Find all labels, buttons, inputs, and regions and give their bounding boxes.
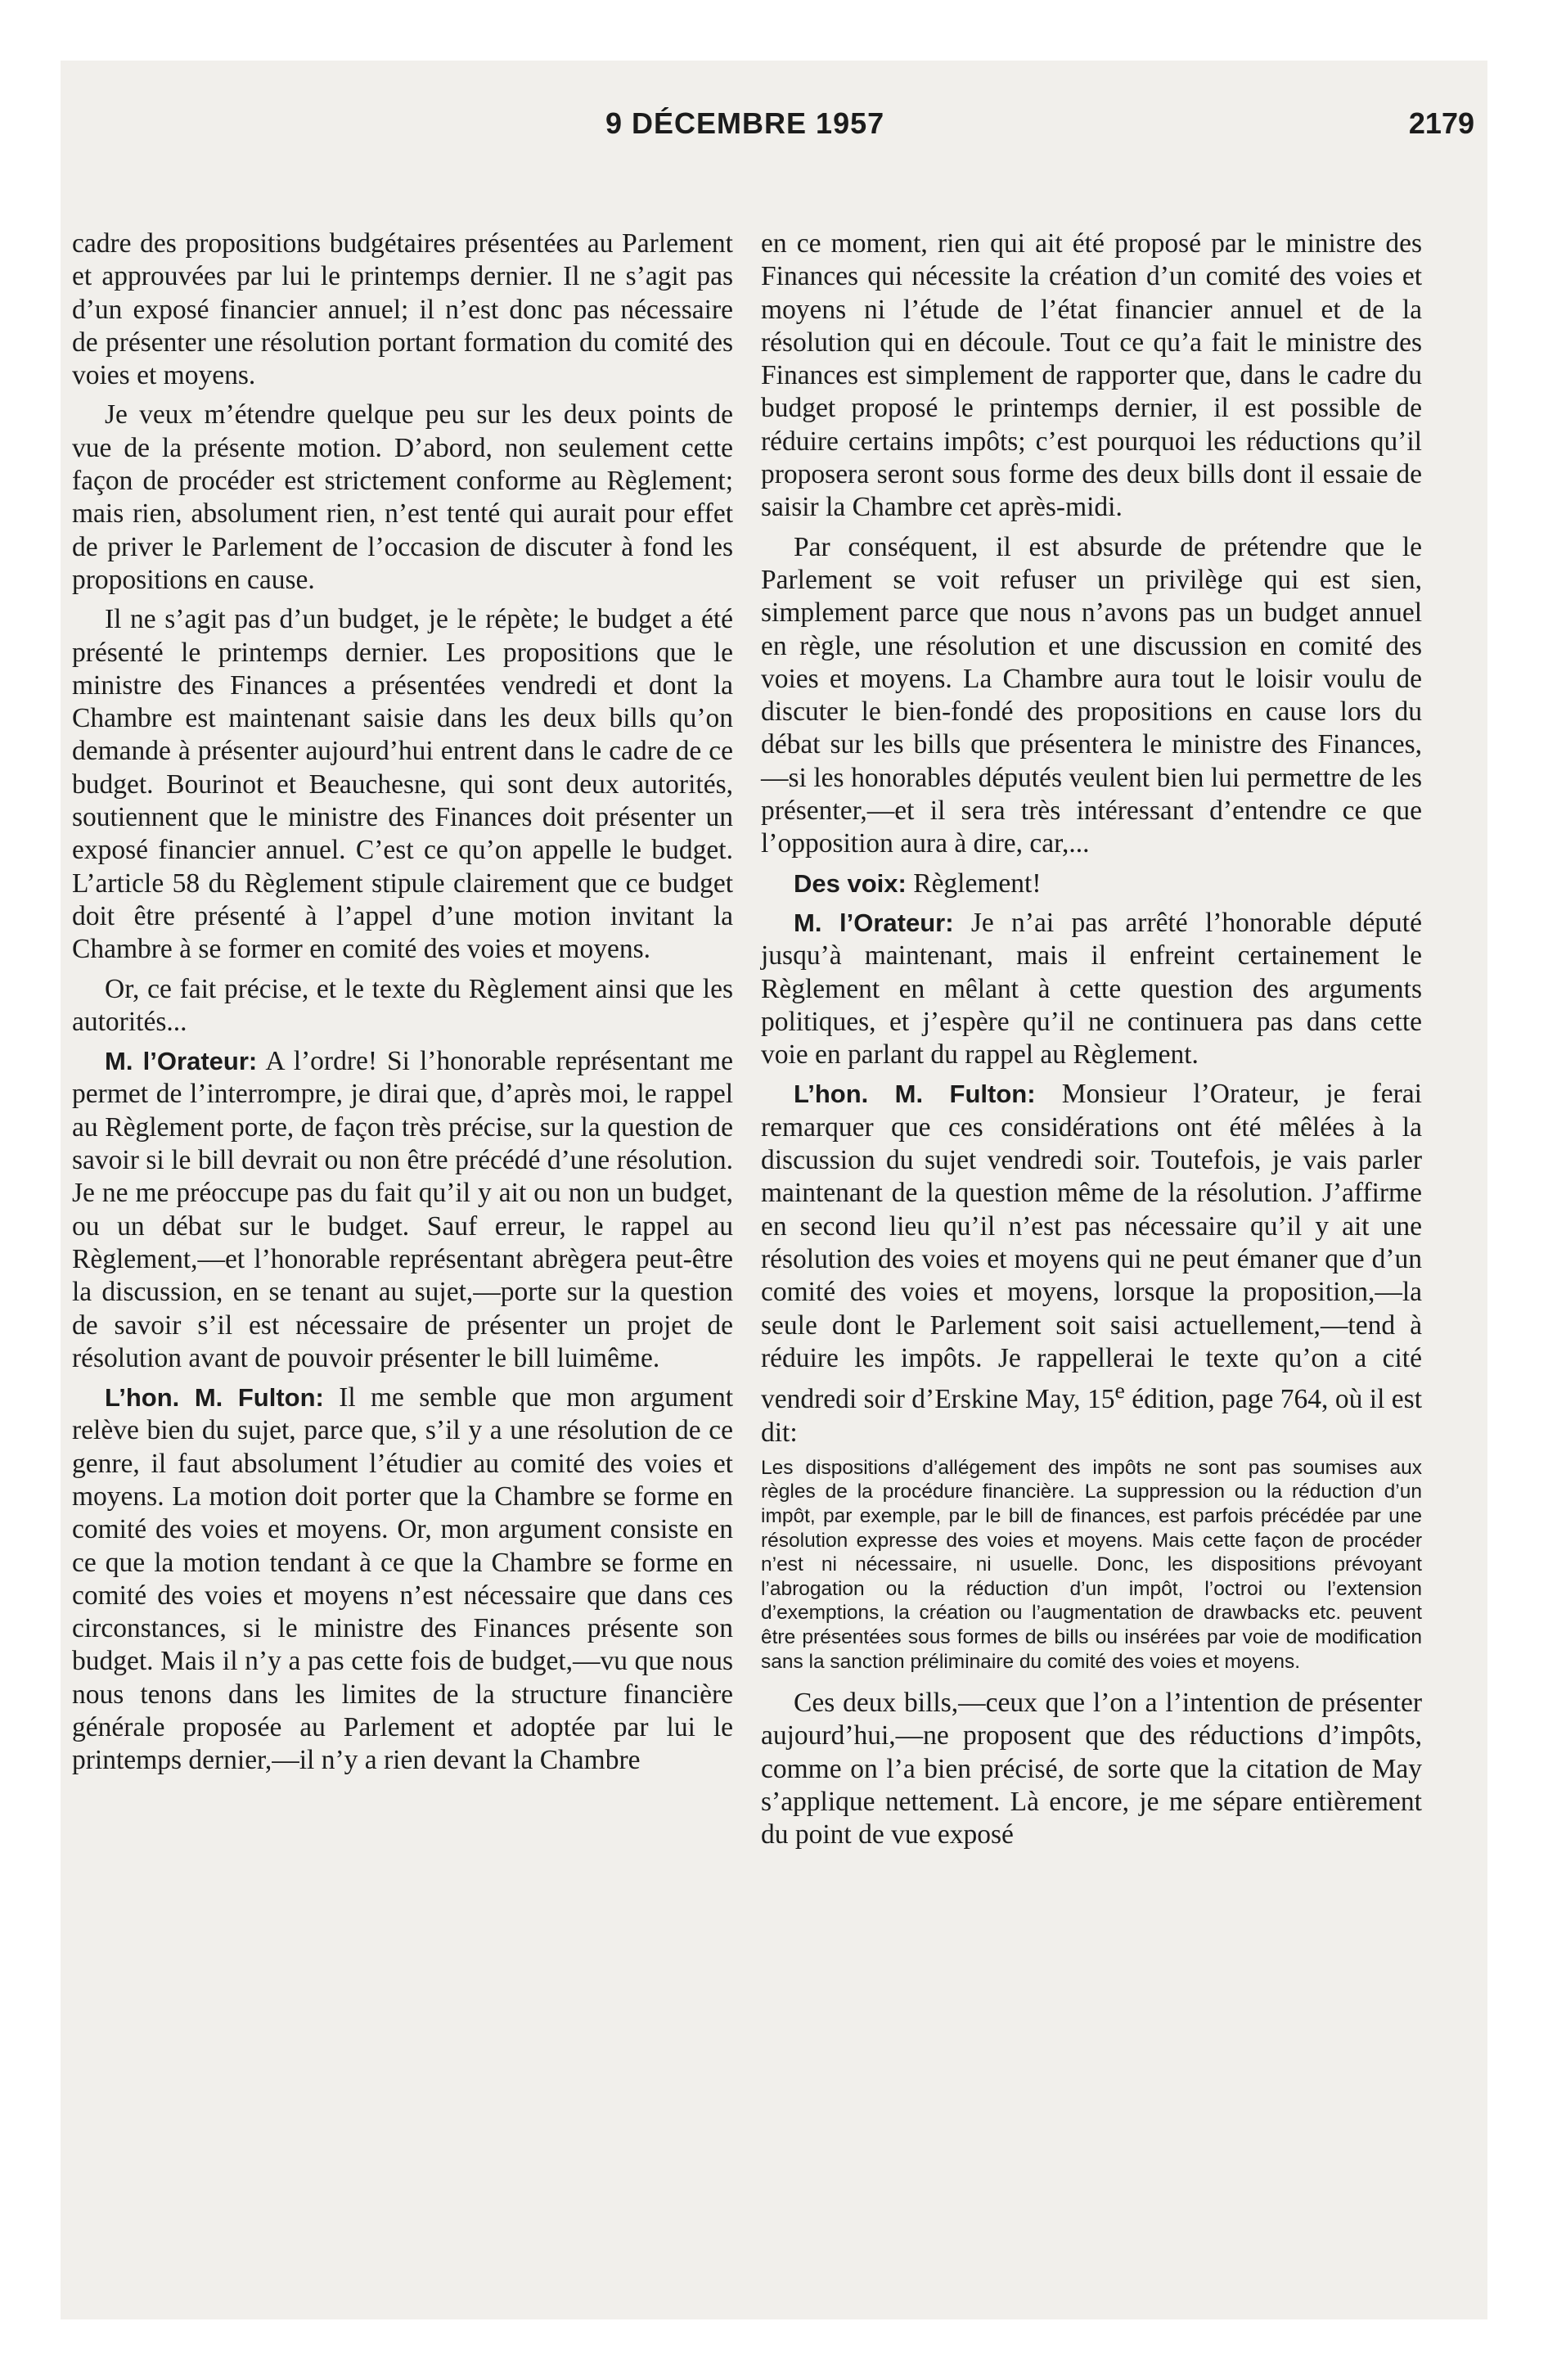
page-number: 2179 — [1408, 106, 1474, 140]
paragraph — [72, 1382, 733, 1778]
speaker-name: M. l’Orateur: — [794, 908, 954, 937]
paragraph: cadre des propositions budgétaires présentées au Parlement et approuvées par lui le printemps dernier. Il ne s’agit pas d’un exposé financier annuel; il n’est donc pas nécessaire de présenter une résolution portant formation du comité des voies et moyens. — [72, 228, 733, 391]
paragraph — [761, 907, 1422, 1071]
speech-text: Je n’ai pas arrêté l’honorable député jusqu’à maintenant, mais il enfreint certainement le Règlement en mêlant à cette question des arguments politiques, et j’espère qu’il ne continuera pas dans cette voie en parlant du rappel au Règlement. — [761, 907, 1422, 1071]
paragraph — [72, 1045, 733, 1375]
speech-text: édition, page 764, où il est dit: — [761, 1384, 1423, 1448]
speech-text: Monsieur l’Orateur, je ferai remarquer que ces considérations ont été mêlées à la discussion du sujet vendredi soir. Toutefois, je vais parler maintenant de la question même de la résolution. J’affirme en second lieu qu’il n’est pas nécessaire qu’il y ait une résolution des voies et moyens qui ne peut émaner que d’un comité des voies et moyens, lorsque la proposition,—la seule dont le Parlement soit saisi actuellement,—tend à réduire les impôts. Je rappellerai le texte qu’on a cité vendredi soir d’Erskine May, 15 — [761, 1079, 1422, 1415]
paragraph: Par conséquent, il est absurde de prétendre que le Parlement se voit refuser un privilège qui est sien, simplement parce que nous n’avons pas un budget annuel en règle, une résolution et une discussion en comité des voies et moyens. La Chambre aura tout le loisir voulu de discuter le bien-fondé des propositions en cause lors du débat sur les bills que présentera le ministre des Finances, —si les honorables députés veulent bien lui permettre de les présenter,—et il sera très intéressant d’entendre ce que l’opposition aura à dire, car,... — [761, 531, 1422, 859]
paragraph: Ces deux bills,—ceux que l’on a l’intention de présenter aujourd’hui,—ne proposent que des réductions d’impôts, comme on l’a bien précisé, de sorte que la citation de May s’applique nettement. Là encore, je me sépare entièrement du point de vue exposé — [761, 1688, 1422, 1850]
speech-text: Règlement! — [913, 868, 1042, 899]
quote-text: Les dispositions d’allégement des impôts ne sont pas soumises aux règles de la procédure financière. La suppression ou la réduction d’un impôt, par exemple, par le bill de finances, est parfois précédée par une résolution expresse des voies et moyens. Mais cette façon de procéder n’est ni nécessaire, ni usuelle. Donc, les dispositions prévoyant l’abrogation ou la réduction d’un impôt, l’octroi ou l’extension d’exemptions, la création ou l’augmentation de drawbacks etc. peuvent être présentées sous formes de bills ou insérées par voie de modification sans la sanction préliminaire du comité des voies et moyens. — [761, 1456, 1422, 1673]
block-quote — [761, 1456, 1422, 1674]
paragraph: Il ne s’agit pas d’un budget, je le répète; le budget a été présenté le printemps dernier. Les propositions que le ministre des Finances a présentées vendredi et dont la Chambre est maintenant saisie dans les deux bills qu’on demande à présenter aujourd’hui entrent dans le cadre de ce budget. Bourinot et Beauchesne, qui sont deux autorités, soutiennent que le ministre des Finances doit présenter un exposé financier annuel. C’est ce qu’on appelle le budget. L’article 58 du Règlement stipule clairement que ce budget doit être présenté à l’appel d’une motion invitant la Chambre à se former en comité des voies et moyens. — [72, 604, 733, 965]
speaker-name: M. l’Orateur: — [105, 1047, 258, 1076]
paragraph — [761, 1078, 1422, 1449]
page-date-header: 9 DÉCEMBRE 1957 — [605, 106, 885, 140]
speech-text: Il me semble que mon argument relève bien du sujet, parce que, s’il y a une résolution de ce genre, il faut absolument l’étudier au comité des voies et moyens. La motion doit porter que la Chambre se forme en comité des voies et moyens. Or, mon argument consiste en ce que la motion tendant à ce que la Chambre se forme en comité des voies et moyens n’est nécessaire que dans ces circonstances, si le ministre des Finances présente son budget. Mais il n’y a pas cette fois de budget,—vu que nous nous tenons dans les limites de la structure financière générale proposée au Parlement et adoptée par lui le printemps dernier,—il n’y a rien devant la Chambre — [72, 1382, 734, 1776]
paragraph: en ce moment, rien qui ait été proposé par le ministre des Finances qui nécessite la création d’un comité des voies et moyens ni l’étude de l’état financier annuel et de la résolution qui en découle. Tout ce qu’a fait le ministre des Finances est simplement de rapporter que, dans le cadre du budget proposé le printemps dernier, il est possible de réduire certains impôts; c’est pourquoi les réductions qu’il proposera seront sous forme des deux bills dont il essaie de saisir la Chambre cet après-midi. — [761, 228, 1422, 523]
superscript: e — [1114, 1378, 1125, 1404]
left-column — [72, 228, 733, 1784]
speech-text: A l’ordre! Si l’honorable représentant me permet de l’interrompre, je dirai que, d’après moi, le rappel au Règlement porte, de façon très précise, sur la question de savoir si le bill devrait ou non être précédé d’une résolution. Je ne me préoccupe pas du fait qu’il y ait ou non un budget, ou un débat sur le budget. Sauf erreur, le rappel au Règlement,—et l’honorable représentant abrègera peut-être la discussion, en se tenant au sujet,—porte sur la question de savoir s’il est nécessaire de présenter un projet de résolution avant de pouvoir présenter le bill luimême. — [72, 1046, 733, 1373]
speaker-name: Des voix: — [794, 868, 907, 898]
paragraph: Or, ce fait précise, et le texte du Règlement ainsi que les autorités... — [72, 973, 733, 1037]
right-column — [761, 228, 1422, 1859]
speaker-name: L’hon. M. Fulton: — [105, 1383, 324, 1413]
paragraph: Je veux m’étendre quelque peu sur les deux points de vue de la présente motion. D’abord, non seulement cette façon de procéder est strictement conforme au Règlement; mais rien, absolument rien, n’est tenté qui aurait pour effet de priver le Parlement de l’occasion de discuter à fond les propositions en cause. — [72, 399, 733, 595]
paragraph — [761, 868, 1422, 900]
speaker-name: L’hon. M. Fulton: — [794, 1080, 1036, 1109]
